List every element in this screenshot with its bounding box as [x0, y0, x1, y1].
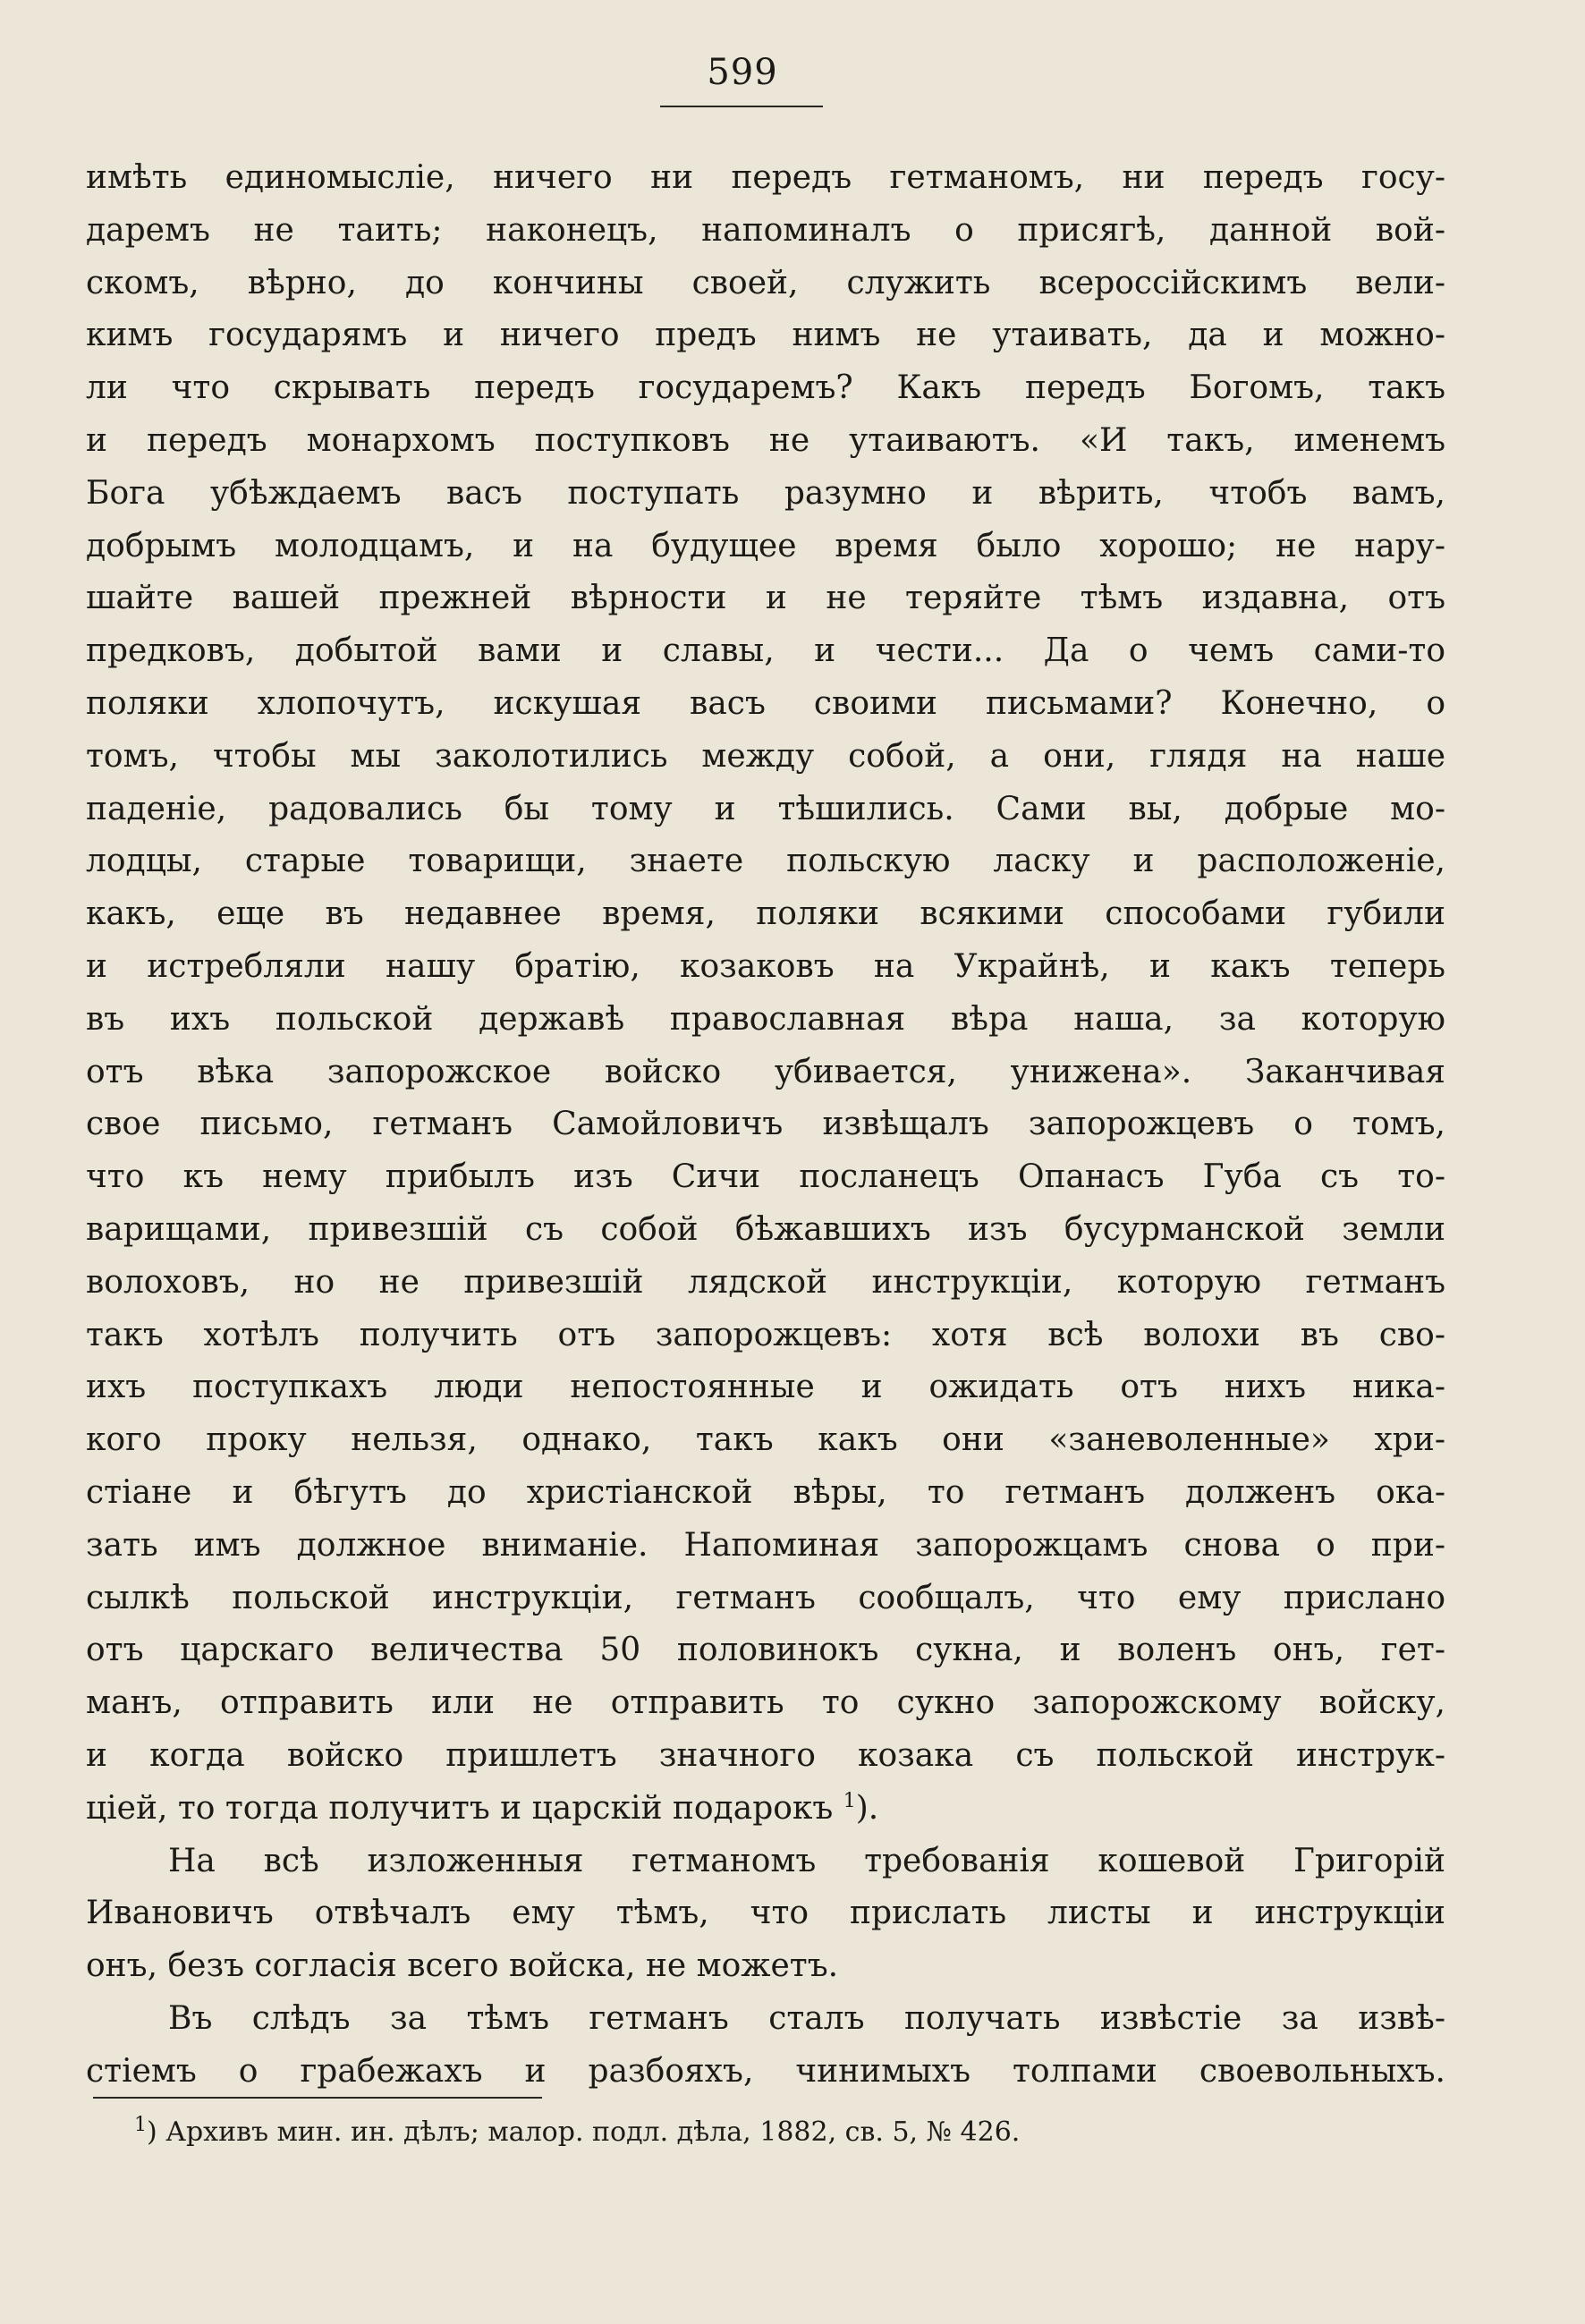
text-line: [86, 1204, 1445, 1257]
text-line-content: ли что скрывать передъ государемъ? Какъ передъ Богомъ, такъ: [86, 369, 1445, 407]
text-line: [86, 994, 1445, 1047]
text-line-content: ціей, то тогда получитъ и царскій подарокъ: [86, 1789, 834, 1827]
footnote-rule: [93, 2097, 542, 2099]
text-line-content: варищами, привезшій съ собой бѣжавшихъ изъ бусурманской земли: [86, 1210, 1445, 1248]
text-line: [86, 1573, 1445, 1625]
text-line: [86, 888, 1445, 941]
text-line-content: и когда войско пришлетъ значного козака съ польской инструк-: [86, 1736, 1445, 1774]
text-line: [86, 1257, 1445, 1310]
text-line: [86, 310, 1445, 362]
text-line: [86, 784, 1445, 836]
page-number: 599: [707, 52, 778, 93]
text-line: [86, 1098, 1445, 1151]
text-line: [86, 415, 1445, 468]
text-line: [86, 521, 1445, 573]
text-line: [86, 941, 1445, 994]
text-line: [86, 678, 1445, 731]
text-line-content: Въ слѣдъ за тѣмъ гетманъ сталъ получать извѣстіе за извѣ-: [168, 1999, 1445, 2037]
text-line: [86, 2046, 1445, 2099]
footnote-marker: 1: [134, 2114, 147, 2136]
text-line-content: Ивановичъ отвѣчалъ ему тѣмъ, что прислать листы и инструкціи: [86, 1895, 1445, 1932]
text-line-content: кимъ государямъ и ничего предъ нимъ не утаивать, да и можно-: [86, 317, 1445, 354]
text-line-content: томъ, чтобы мы заколотились между собой, а они, глядя на наше: [86, 737, 1445, 775]
text-line: [86, 1361, 1445, 1414]
text-line-content: и истребляли нашу братію, козаковъ на Украйнѣ, и какъ теперь: [86, 947, 1445, 985]
text-line: [86, 1520, 1445, 1573]
text-line: [86, 625, 1445, 678]
text-line-content: паденіе, радовались бы тому и тѣшились. Сами вы, добрые мо-: [86, 790, 1445, 827]
text-line: [86, 1310, 1445, 1362]
text-line-content: скомъ, вѣрно, до кончины своей, служить всероссійскимъ вели-: [86, 264, 1445, 301]
footnote: [134, 2116, 1020, 2148]
text-line-content: стіане и бѣгутъ до христіанской вѣры, то гетманъ долженъ ока-: [86, 1473, 1445, 1511]
body-text: [86, 152, 1445, 2098]
text-line-content: На всѣ изложенныя гетманомъ требованія кошевой Григорій: [168, 1842, 1445, 1879]
text-line-content: кого проку нельзя, однако, такъ какъ они «заневоленные» хри-: [86, 1421, 1445, 1459]
text-line-content: даремъ не таить; наконецъ, напоминалъ о присягѣ, данной вой-: [86, 211, 1445, 249]
footnote-reference: 1: [843, 1789, 856, 1812]
text-line-content: сылкѣ польской инструкціи, гетманъ сообщалъ, что ему прислано: [86, 1579, 1445, 1616]
text-line-content: какъ, еще въ недавнее время, поляки всякими способами губили: [86, 895, 1445, 933]
text-line-content: стіемъ о грабежахъ и разбояхъ, чинимыхъ толпами своевольныхъ.: [86, 2052, 1445, 2090]
text-line: [86, 1783, 1445, 1836]
text-line: [86, 1151, 1445, 1204]
text-line-content: манъ, отправить или не отправить то сукно запорожскому войску,: [86, 1684, 1445, 1722]
text-line: [86, 731, 1445, 784]
text-line-content: волоховъ, но не привезшій лядской инструкціи, которую гетманъ: [86, 1263, 1445, 1301]
text-line: [86, 1887, 1445, 1940]
text-line-content: Бога убѣждаемъ васъ поступать разумно и вѣрить, чтобъ вамъ,: [86, 474, 1445, 512]
text-line: [86, 1047, 1445, 1099]
text-line-content: добрымъ молодцамъ, и на будущее время было хорошо; не нару-: [86, 527, 1445, 564]
text-line: [86, 258, 1445, 310]
text-line-content: ихъ поступкахъ люди непостоянные и ожидать отъ нихъ никa-: [86, 1369, 1445, 1406]
text-line-content: отъ царскаго величества 50 половинокъ сукна, и воленъ онъ, гет-: [86, 1632, 1445, 1669]
text-line-content: онъ, безъ согласія всего войска, не можетъ.: [86, 1947, 839, 1985]
text-line: [86, 152, 1445, 205]
text-line-content: лодцы, старые товарищи, знаете польскую ласку и расположеніе,: [86, 843, 1445, 880]
text-line-content: зать имъ должное вниманіе. Напоминая запорожцамъ снова о при-: [86, 1526, 1445, 1564]
text-line-tail: ).: [855, 1789, 879, 1827]
text-line-content: свое письмо, гетманъ Самойловичъ извѣщалъ запорожцевъ о томъ,: [86, 1106, 1445, 1143]
text-line: [86, 1677, 1445, 1730]
text-line: [86, 205, 1445, 258]
text-line: [86, 1836, 1445, 1888]
header-rule: [660, 106, 823, 107]
text-line: [86, 1730, 1445, 1783]
text-line-content: въ ихъ польской державѣ православная вѣра наша, за которую: [86, 1000, 1445, 1038]
text-line-content: и передъ монархомъ поступковъ не утаиваютъ. «И такъ, именемъ: [86, 421, 1445, 459]
text-line: [86, 1940, 1445, 1993]
text-line: [86, 1414, 1445, 1467]
text-line: [86, 573, 1445, 625]
text-line: [86, 1624, 1445, 1677]
footnote-text: ) Архивъ мин. ин. дѣлъ; малор. подл. дѣла, 1882, св. 5, № 426.: [147, 2116, 1021, 2148]
text-line: [86, 1467, 1445, 1520]
text-line-content: поляки хлопочутъ, искушая васъ своими письмами? Конечно, о: [86, 684, 1445, 722]
text-line: [86, 468, 1445, 521]
text-line: [86, 835, 1445, 888]
text-line: [86, 362, 1445, 415]
text-line-content: такъ хотѣлъ получить отъ запорожцевъ: хотя всѣ волохи въ сво-: [86, 1316, 1445, 1353]
text-line-content: предковъ, добытой вами и славы, и чести... Да о чемъ сами-то: [86, 632, 1445, 670]
text-line-content: отъ вѣка запорожское войско убивается, унижена». Заканчивая: [86, 1053, 1445, 1090]
text-line-content: шайте вашей прежней вѣрности и не теряйте тѣмъ издавна, отъ: [86, 580, 1445, 617]
text-line-content: что къ нему прибылъ изъ Сичи посланецъ Опанасъ Губа съ то-: [86, 1158, 1445, 1196]
text-line-content: имѣть единомысліе, ничего ни передъ гетманомъ, ни передъ госу-: [86, 159, 1445, 196]
text-line: [86, 1993, 1445, 2046]
